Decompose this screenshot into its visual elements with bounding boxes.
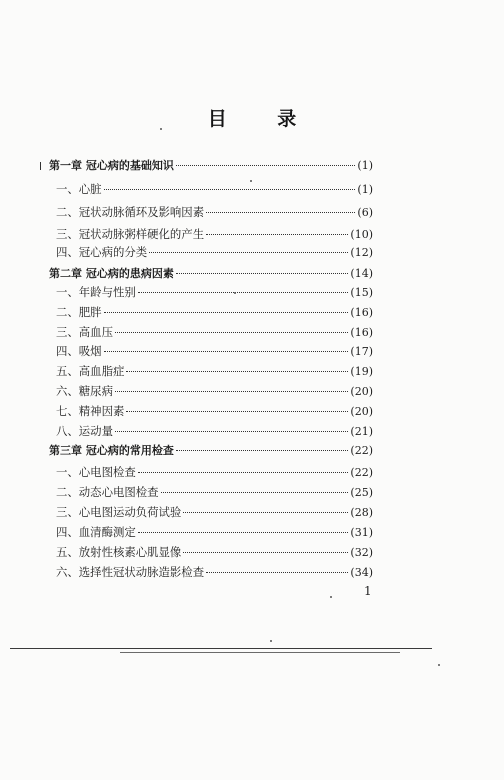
toc-section-label: 三、心电图运动负荷试验 xyxy=(56,505,182,519)
toc-page-number: (12) xyxy=(350,246,373,259)
dot-leader xyxy=(149,252,348,253)
dot-leader xyxy=(176,165,356,166)
dot-leader xyxy=(126,411,348,412)
toc-section-row xyxy=(56,502,373,522)
speck xyxy=(234,292,236,294)
toc-section-label: 一、年龄与性别 xyxy=(56,285,136,299)
toc-section-row xyxy=(56,302,373,322)
toc-chapter-row xyxy=(49,156,373,176)
toc-section-label: 二、冠状动脉循环及影响因素 xyxy=(56,205,205,219)
toc-page-number: (34) xyxy=(350,566,373,579)
toc-page-number: (16) xyxy=(350,326,373,339)
toc-section-row xyxy=(56,542,373,562)
toc-section-row xyxy=(56,242,373,262)
dot-leader xyxy=(206,572,348,573)
dot-leader xyxy=(115,332,348,333)
toc-section-label: 六、糖尿病 xyxy=(56,384,113,398)
speck xyxy=(250,180,252,182)
toc-section-label: 五、放射性核素心肌显像 xyxy=(56,545,182,559)
toc-chapter-label: 第一章 冠心病的基础知识 xyxy=(49,159,174,172)
toc-section-label: 四、冠心病的分类 xyxy=(56,245,148,259)
toc-page-number: (1) xyxy=(357,159,373,172)
toc-section-row xyxy=(56,562,373,582)
toc-section-label: 一、心电图检查 xyxy=(56,465,136,479)
toc-page-number: (1) xyxy=(357,183,373,196)
toc-page-number: (17) xyxy=(350,345,373,358)
toc-section-row xyxy=(56,341,373,361)
toc-page-number: (31) xyxy=(350,526,373,539)
toc-section-row xyxy=(56,381,373,401)
toc-page-number: (20) xyxy=(350,385,373,398)
speck xyxy=(270,640,272,642)
speck xyxy=(330,596,332,598)
dot-leader xyxy=(138,292,349,293)
bottom-rule xyxy=(10,648,432,649)
toc-page-number: (32) xyxy=(350,546,373,559)
toc-section-row xyxy=(56,361,373,381)
toc-section-row xyxy=(56,282,373,302)
toc-chapter-row xyxy=(49,264,373,284)
toc-page-number: (20) xyxy=(350,405,373,418)
toc-section-label: 四、血清酶测定 xyxy=(56,525,136,539)
toc-page-number: (28) xyxy=(350,506,373,519)
toc-section-row xyxy=(56,462,373,482)
toc-page-number: (14) xyxy=(350,267,373,280)
toc-section-row xyxy=(56,421,373,441)
toc-section-row xyxy=(56,179,373,199)
toc-section-label: 七、精神因素 xyxy=(56,404,125,418)
toc-page-number: (19) xyxy=(350,365,373,378)
toc-chapter-label: 第三章 冠心病的常用检查 xyxy=(49,444,174,457)
toc-page-number: (6) xyxy=(357,206,373,219)
toc-section-label: 五、高血脂症 xyxy=(56,364,125,378)
toc-section-row xyxy=(56,224,373,244)
toc-section-row xyxy=(56,202,373,222)
page-title: 目 录 xyxy=(207,108,319,130)
dot-leader xyxy=(104,312,349,313)
toc-section-row xyxy=(56,482,373,502)
toc-section-label: 二、肥胖 xyxy=(56,305,102,319)
bottom-rule-secondary xyxy=(120,652,400,653)
dot-leader xyxy=(115,431,348,432)
toc-section-label: 四、吸烟 xyxy=(56,344,102,358)
dot-leader xyxy=(104,351,349,352)
toc-section-label: 八、运动量 xyxy=(56,424,113,438)
toc-page-number: (22) xyxy=(350,444,373,457)
toc-chapter-row xyxy=(49,441,373,461)
speck xyxy=(160,128,162,130)
dot-leader xyxy=(138,532,349,533)
dot-leader xyxy=(115,391,348,392)
dot-leader xyxy=(126,371,348,372)
toc-page-number: (16) xyxy=(350,306,373,319)
dot-leader xyxy=(183,512,348,513)
toc-section-label: 六、选择性冠状动脉造影检查 xyxy=(56,565,205,579)
toc-page-number: (22) xyxy=(350,466,373,479)
toc-section-label: 三、冠状动脉粥样硬化的产生 xyxy=(56,227,205,241)
toc-section-label: 三、高血压 xyxy=(56,325,113,339)
page-number: 1 xyxy=(364,584,372,598)
toc-section-row xyxy=(56,522,373,542)
dot-leader xyxy=(206,234,348,235)
dot-leader xyxy=(176,273,349,274)
toc-section-row xyxy=(56,401,373,421)
toc-section-row xyxy=(56,322,373,342)
dot-leader xyxy=(104,189,356,190)
toc-page-number: (15) xyxy=(350,286,373,299)
dot-leader xyxy=(183,552,348,553)
dot-leader xyxy=(138,472,349,473)
dot-leader xyxy=(176,450,349,451)
dot-leader xyxy=(161,492,349,493)
dot-leader xyxy=(206,212,355,213)
toc-section-label: 一、心脏 xyxy=(56,182,102,196)
toc-page-number: (25) xyxy=(350,486,373,499)
toc-page-number: (21) xyxy=(350,425,373,438)
toc-section-label: 二、动态心电图检查 xyxy=(56,485,159,499)
speck xyxy=(438,664,440,666)
toc-page-number: (10) xyxy=(350,228,373,241)
margin-mark xyxy=(40,162,41,170)
toc-chapter-label: 第二章 冠心病的患病因素 xyxy=(49,267,174,280)
